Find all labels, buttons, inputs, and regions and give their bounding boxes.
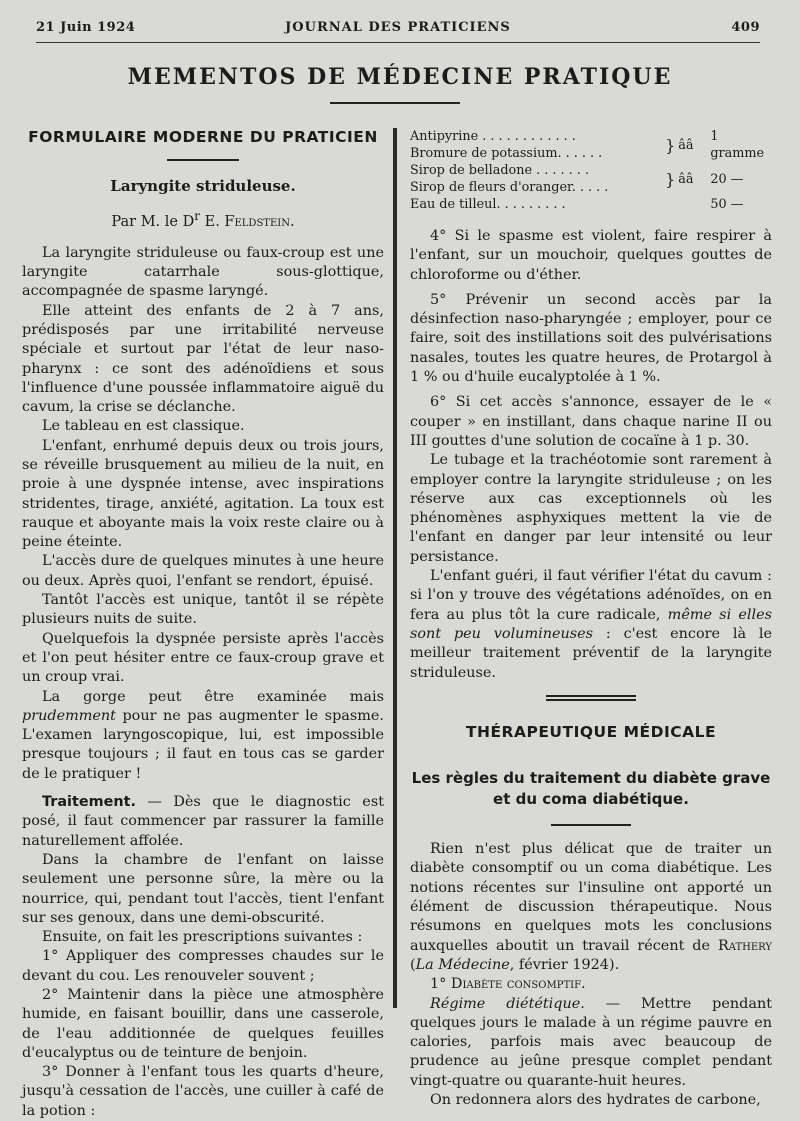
page-title: MEMENTOS DE MÉDECINE PRATIQUE [127,64,673,90]
subheading-diabete-consomptif: 1° Diabète consomptif. [430,976,586,993]
paragraph: 6° Si cet accès s'annonce, essayer de le « couper » en instillant, dans chaque narine II ou III gouttes d'une solution de cocaïne à 1 p. 30. [410,394,772,449]
text-run: , février 1924). [509,956,620,973]
prescription-quantity: 50 — [710,197,744,212]
article-title-diabete: Les règles du traitement du diabète grave et du coma diabétique. [411,769,771,809]
header-rule [36,42,760,43]
paragraph-traitement [22,793,384,851]
section-rule [167,159,239,161]
paragraph: Tantôt l'accès est unique, tantôt il se répète plusieurs nuits de suite. [22,592,384,628]
paragraph: Elle atteint des enfants de 2 à 7 ans, prédisposés par une irritabilité nerveuse spéciale et surtout par l'état de leur naso-pharynx : ce sont des adénoïdiens et sous l'influence d'une poussée inflammatoire aiguë du cavum, la crise se déclanche. [22,302,384,416]
brace: } [665,169,676,189]
right-column [410,128,772,1110]
prescription-quantity: 1 gramme [710,129,765,161]
spacer [410,213,772,227]
spacer [22,784,384,793]
prescription-item: Antipyrine . . . . . . . . . . . . [410,129,576,144]
text-run: L'enfant guéri, il faut vérifier l'état du cavum : si l'on y trouve des végétations adénoïdes, on en fera au plus tôt la cure radicale, [410,568,772,623]
paragraph: 4° Si le spasme est violent, faire respirer à l'enfant, sur un mouchoir, quelques gouttes de chloroforme ou d'éther. [410,228,772,283]
text-run: La gorge peut être examinée mais [42,688,384,705]
text-run: pour ne pas augmenter le spasme. L'examen laryngoscopique, lui, est impossible presque toujours ; il faut en tous cas se garder de le pratiquer ! [22,707,384,782]
paragraph: 3° Donner à l'enfant tous les quarts d'heure, jusqu'à cessation de l'accès, une cuiller à café de la potion : [22,1064,384,1119]
text-run: — Dès que le diagnostic est posé, il faut commencer par rassurer la famille naturellement affolée. [22,794,384,849]
paragraph [410,995,772,1091]
paragraph: 1° Appliquer des compresses chaudes sur le devant du cou. Les renouveler souvent ; [22,948,384,984]
prescription-row [410,162,772,179]
text-run: — Mettre pendant quelques jours le malade à un régime pauvre en calories, parfois mais avec beaucoup de prudence au jeûne presque complet pendant vingt-quatre ou quarante-huit heures. [410,995,772,1089]
header-journal-name: JOURNAL DES PRATICIENS [285,20,511,35]
header-page-number: 409 [731,20,760,35]
prescription-aa [678,196,710,213]
paragraph: 2° Maintenir dans la pièce une atmosphère humide, en faisant bouillir, dans une casserole, de l'eau additionnée de quelques feuilles d'eucalyptus ou de teinture de benjoin. [22,987,384,1061]
prescription-aa: ââ [678,137,694,153]
prescription-table [410,128,772,213]
brace [662,196,678,213]
paragraph: Le tubage et la trachéotomie sont rarement à employer contre la laryngite striduleuse ; on les réserve aux cas exceptionnels où les phénomènes asphyxiques mettent la vie de l'enfant en danger par leur intensité ou leur persistance. [410,452,772,565]
paragraph: 5° Prévenir un second accès par la désinfection naso-pharyngée ; employer, pour ce faire, soit des instillations soit des pulvérisations nasales, toutes les quatre heures, de Protargol à 1 % ou d'huile eucalyptolée à 1 %. [410,291,772,386]
prescription-quantity: 20 — [710,171,744,187]
emphasis: Régime diététique. [430,995,585,1012]
section-heading-formulaire: FORMULAIRE MODERNE DU PRATICIEN [28,128,378,146]
prescription-aa: ââ [678,171,694,187]
emphasis: prudemment [22,707,116,724]
paragraph: L'accès dure de quelques minutes à une heure ou deux. Après quoi, l'enfant se rendort, épuisé. [22,553,384,589]
section-heading-therapeutique: THÉRAPEUTIQUE MÉDICALE [465,722,717,741]
byline-sup: r [194,208,201,223]
running-header [36,20,760,42]
prescription-row [410,128,772,145]
prescription-item: Sirop de belladone . . . . . . . [410,163,590,178]
text-run: ( [410,956,416,973]
emphasis: La Médecine [415,956,510,973]
prescription-row [410,196,772,213]
paragraph: Ensuite, on fait les prescriptions suivantes : [42,929,363,946]
paragraph: L'enfant, enrhumé depuis deux ou trois jours, se réveille brusquement au milieu de la nuit, en proie à une dyspnée intense, avec inspirations stridentes, tirage, anxiété, agitation. La toux est rauque et aboyante mais la voix reste claire ou à peine éteinte. [22,437,384,551]
paragraph [22,688,384,784]
column-divider [393,128,397,1008]
article-title-laryngite: Laryngite striduleuse. [110,177,296,196]
paragraph [410,567,772,683]
article-byline [22,207,384,232]
paragraph: Dans la chambre de l'enfant on laisse seulement une personne sûre, la mère ou la nourrice, qui, pendant tout l'accès, tient l'enfant sur ses genoux, dans une demi-obscurité. [22,851,384,926]
text-run: : c'est encore là le meilleur traitement préventif de la laryngite striduleuse. [410,625,773,681]
prescription-item: Sirop de fleurs d'oranger. . . . . [410,180,609,195]
run-in-heading: Traitement. [42,794,136,811]
paragraph: On redonnera alors des hydrates de carbone, [430,1091,761,1108]
emphasis: même si elles sont peu volumineuses [410,606,772,642]
prescription-item: Bromure de potassium. . . . . . [410,146,603,161]
left-column [22,120,384,1121]
article-rule [551,824,631,826]
double-rule [546,695,636,701]
paragraph: Quelquefois la dyspnée persiste après l'accès et l'on peut hésiter entre ce faux-croup grave et un croup vrai. [22,630,384,686]
byline-prefix: Par M. le D [111,213,195,230]
author-name: Rathery [717,937,772,954]
header-date: 21 Juin 1924 [36,20,136,35]
paragraph: La laryngite striduleuse ou faux-croup est une laryngite catarrhale sous-glottique, accompagnée de spasme laryngé. [22,244,384,300]
brace: } [665,135,676,155]
title-rule [330,102,460,104]
byline-author: E. Feldstein. [200,213,295,230]
text-run: Rien n'est plus délicat que de traiter un diabète consomptif ou un coma diabétique. Les notions récentes sur l'insuline ont apporté un élément de discussion thérapeutique. Nous résumons en quelques mots les conclusions auxquelles aboutit un travail récent de [410,841,772,954]
paragraph: Le tableau en est classique. [42,418,245,435]
prescription-item: Eau de tilleul. . . . . . . . . [410,197,566,212]
paragraph [410,840,772,975]
